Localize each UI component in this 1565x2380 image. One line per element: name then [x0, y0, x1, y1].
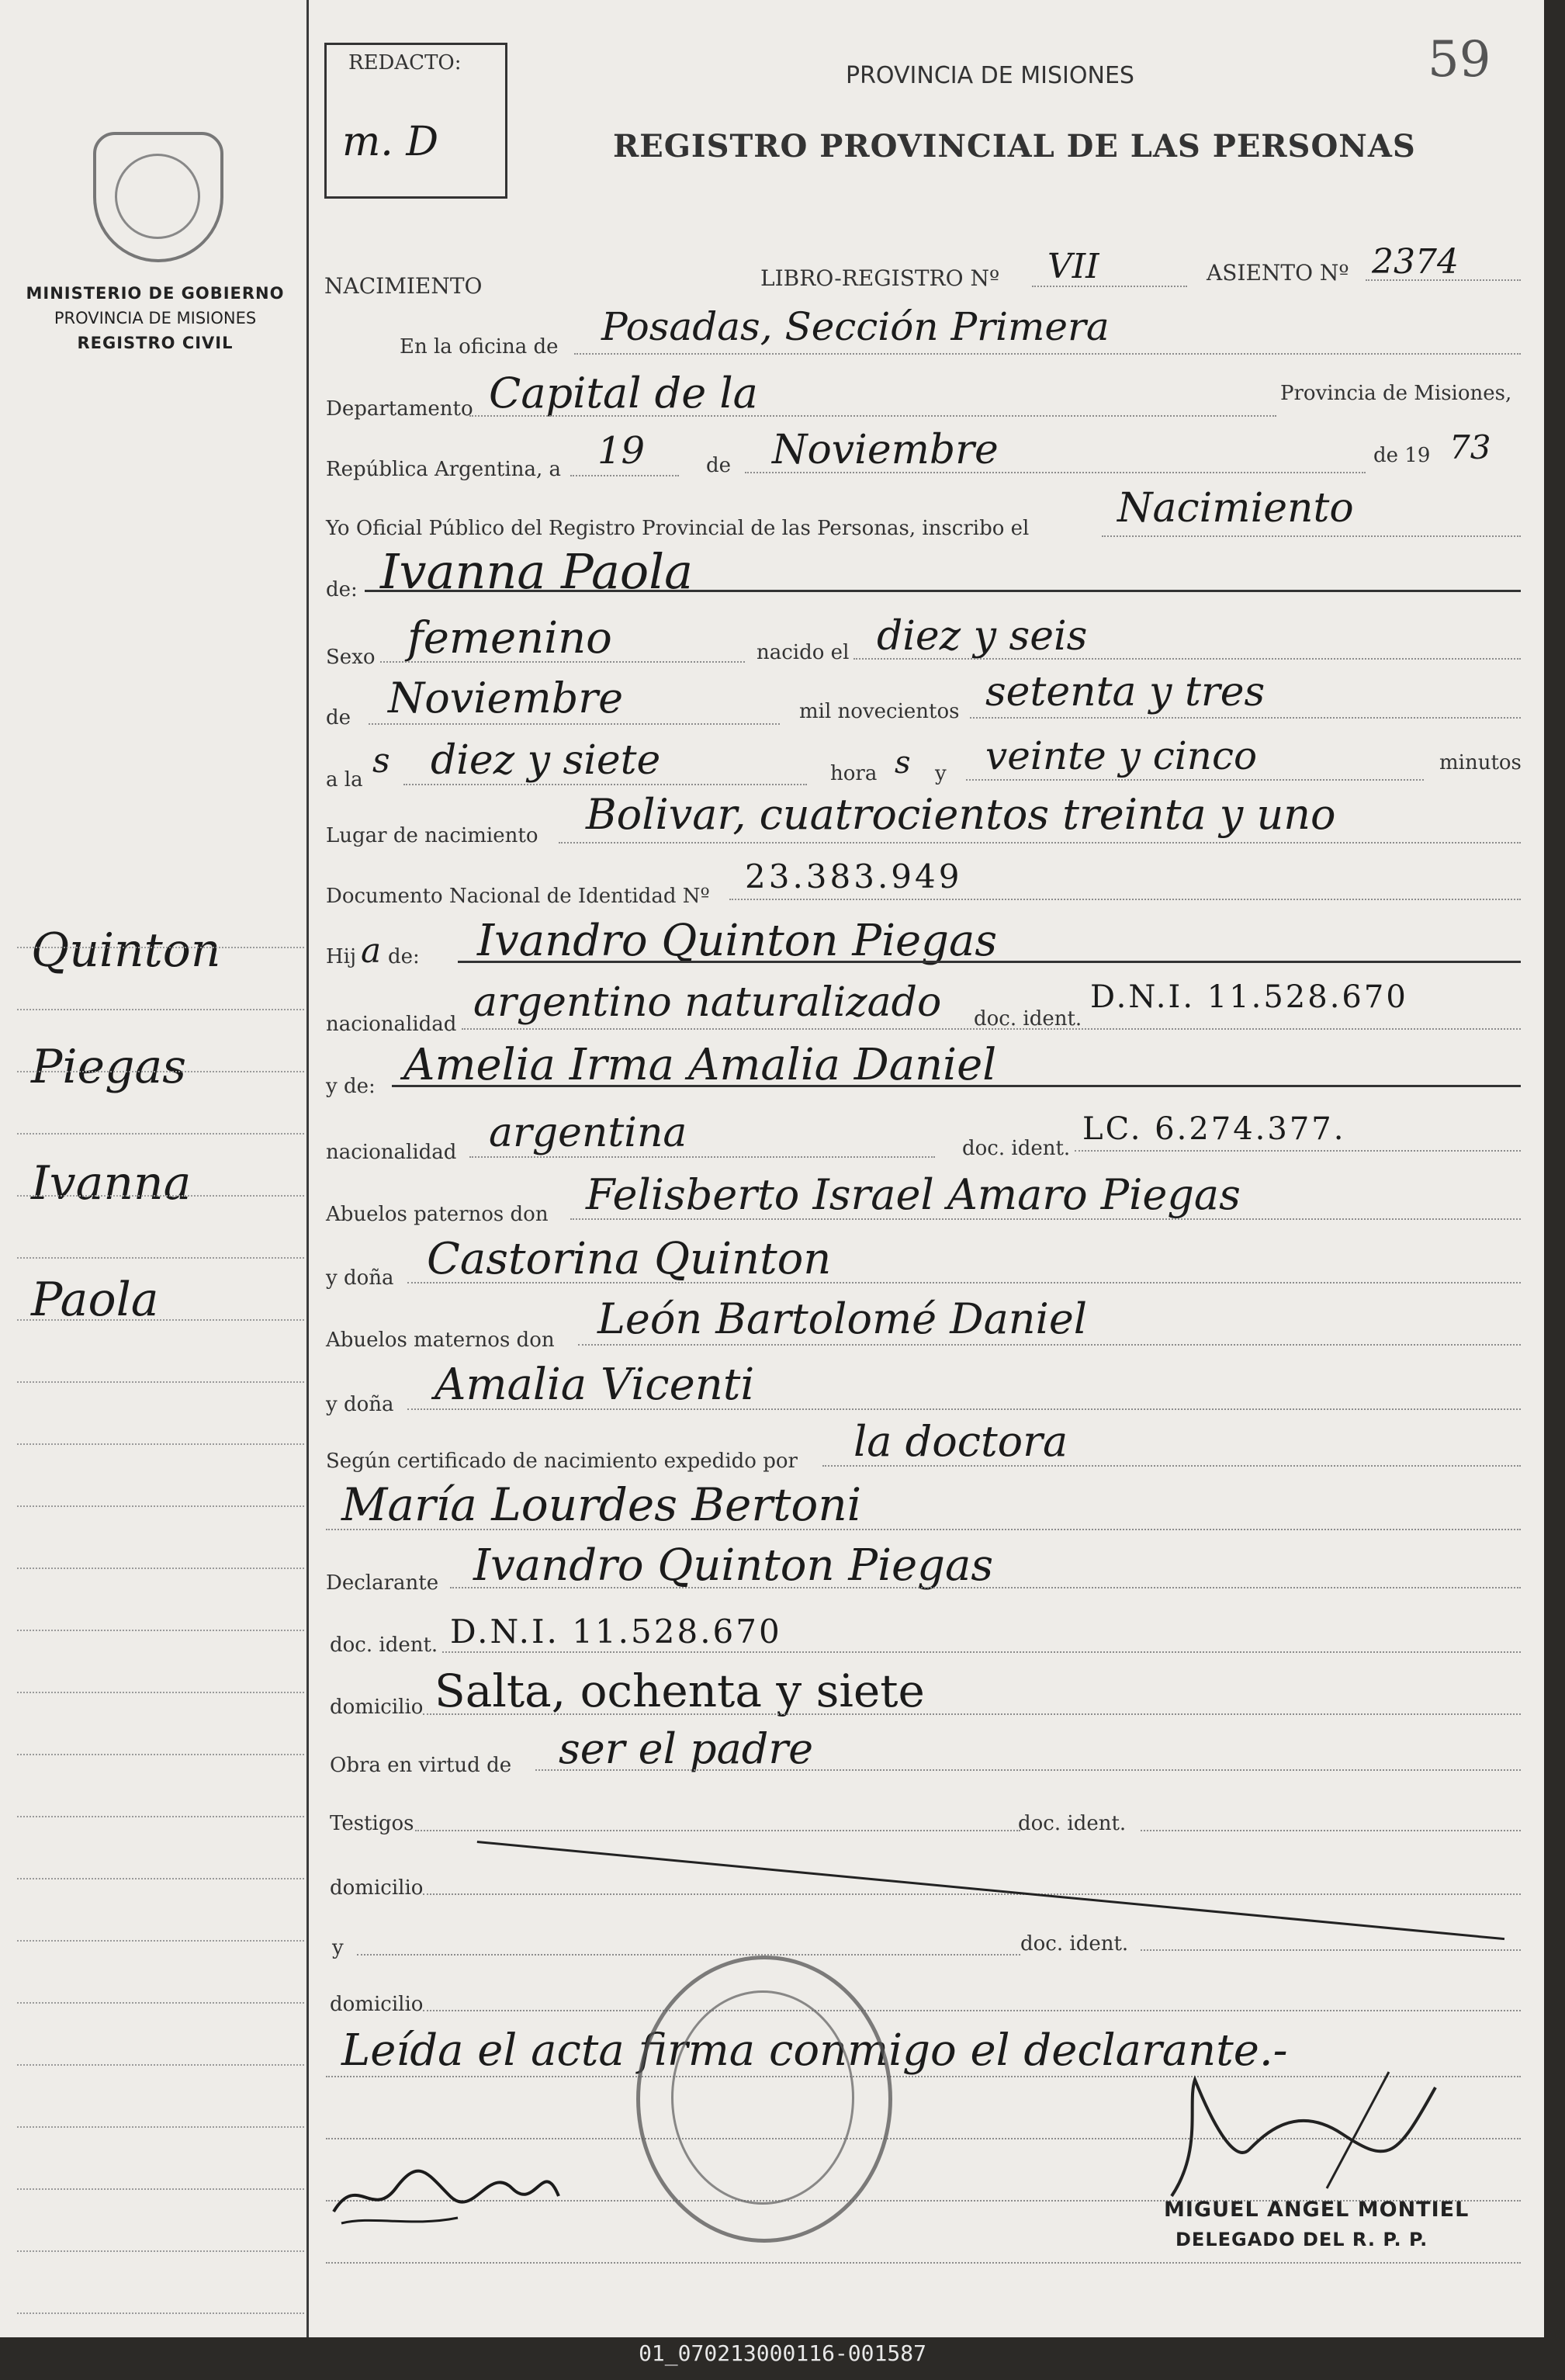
- witness-label: Testigos: [330, 1812, 414, 1835]
- margin-rule: [17, 1754, 304, 1755]
- birthplace-value: Bolivar, cuatrocientos treinta y uno: [586, 790, 1336, 839]
- address-value: Salta, ochenta y siete: [435, 1665, 925, 1717]
- redacto-initials: m. D: [342, 119, 439, 165]
- office-value: Posadas, Sección Primera: [601, 304, 1110, 349]
- witness-addr-label: domicilio: [330, 1876, 424, 1900]
- margin-rule: [17, 1381, 304, 1383]
- witness2-doc-label: doc. ident.: [1020, 1932, 1129, 1956]
- mat-label: Abuelos maternos don: [326, 1329, 555, 1352]
- book-value: VII: [1047, 247, 1099, 286]
- margin-rule: [17, 1319, 304, 1321]
- margin-rule: [17, 1071, 304, 1072]
- mother-nationality: argentina: [489, 1110, 687, 1156]
- province-seal: [93, 132, 223, 262]
- declarant-label: Declarante: [326, 1571, 439, 1595]
- margin-rule: [17, 2250, 304, 2252]
- birthplace-label: Lugar de nacimiento: [326, 824, 538, 847]
- redacto-box: [324, 43, 507, 199]
- declarant-doc-label: doc. ident.: [330, 1633, 438, 1657]
- official-value: Nacimiento: [1117, 485, 1354, 532]
- official-title: DELEGADO DEL R. P. P.: [1175, 2229, 1428, 2250]
- year-value: 73: [1449, 428, 1491, 466]
- of-label: de:: [326, 578, 358, 601]
- folio-number: 59: [1428, 31, 1491, 88]
- margin-rule: [17, 2188, 304, 2190]
- closing-text: Leída el acta firma conmigo el declarante.-: [341, 2025, 1288, 2076]
- margin-note-line: Quinton: [31, 923, 221, 978]
- de2-label: de: [326, 706, 351, 729]
- child-label: Hij: [326, 945, 357, 968]
- born-label: nacido el: [757, 641, 850, 664]
- mat-dona-label: y doña: [326, 1393, 394, 1416]
- child-de-label: de:: [388, 945, 420, 968]
- child-name: Ivanna Paola: [380, 543, 694, 600]
- redacto-label: REDACTO:: [348, 51, 462, 74]
- born-value: diez y seis: [877, 613, 1088, 660]
- witness2-label: y: [332, 1936, 344, 1959]
- at-suffix: s: [372, 741, 390, 781]
- margin-rule: [17, 1009, 304, 1010]
- father-doc-label: doc. ident.: [974, 1007, 1082, 1031]
- ministry-line2: PROVINCIA DE MISIONES: [54, 309, 257, 327]
- margin-rule: [17, 1257, 304, 1259]
- seal-emblem-icon: [115, 154, 200, 239]
- margin-rule: [17, 2312, 304, 2314]
- mother-doc: LC. 6.274.377.: [1082, 1111, 1346, 1147]
- day-value: 19: [597, 429, 646, 473]
- pat-grandfather: Felisberto Israel Amaro Piegas: [586, 1170, 1241, 1219]
- mother-doc-label: doc. ident.: [962, 1137, 1071, 1160]
- declarant-signature: [326, 2142, 582, 2235]
- hours-suffix: s: [895, 745, 911, 781]
- margin-rule: [17, 1630, 304, 1631]
- minutes-label: minutos: [1439, 751, 1522, 774]
- born-month: Noviembre: [388, 674, 624, 722]
- margin-note-line: Piegas: [31, 1040, 187, 1094]
- sex-label: Sexo: [326, 646, 376, 669]
- y-label: y: [935, 762, 947, 785]
- capacity-label: Obra en virtud de: [330, 1754, 512, 1777]
- cert-label: Según certificado de nacimiento expedido por: [326, 1450, 798, 1473]
- margin-note-line: Ivanna: [31, 1156, 192, 1211]
- entry-value: 2374: [1372, 242, 1459, 282]
- margin-annotation: [31, 892, 221, 1358]
- pat-dona-label: y doña: [326, 1266, 394, 1290]
- pat-label: Abuelos paternos don: [326, 1203, 549, 1226]
- declarant-doc: D.N.I. 11.528.670: [450, 1613, 782, 1651]
- mat-grandmother: Amalia Vicenti: [435, 1360, 755, 1410]
- official-name: MIGUEL ANGEL MONTIEL: [1164, 2198, 1470, 2222]
- father-nationality: argentino naturalizado: [473, 979, 942, 1026]
- entry-label: ASIENTO Nº: [1207, 260, 1349, 286]
- office-label: En la oficina de: [400, 335, 559, 359]
- mat-grandfather: León Bartolomé Daniel: [597, 1294, 1088, 1343]
- year-label: de 19: [1373, 444, 1431, 467]
- margin-note-line: Paola: [31, 1273, 159, 1327]
- margin-rule: [17, 947, 304, 948]
- margin-rule: [17, 1568, 304, 1569]
- born-year: setenta y tres: [985, 669, 1266, 715]
- book-label: LIBRO-REGISTRO Nº: [760, 265, 1000, 291]
- margin-rule: [17, 1692, 304, 1693]
- mother-name: Amelia Irma Amalia Daniel: [403, 1040, 997, 1090]
- margin-rule: [17, 1816, 304, 1817]
- cert-value: la doctora: [853, 1417, 1068, 1466]
- margin-rule: [17, 2126, 304, 2128]
- minutes-value: veinte y cinco: [985, 733, 1258, 778]
- declarant-name: Ivandro Quinton Piegas: [473, 1540, 994, 1591]
- witness-doc-label: doc. ident.: [1018, 1812, 1127, 1835]
- ministry-line3: REGISTRO CIVIL: [77, 334, 234, 352]
- scan-id: 01_070213000116-001587: [639, 2340, 926, 2366]
- capacity-value: ser el padre: [559, 1724, 814, 1773]
- at-label: a la: [326, 768, 363, 792]
- margin-rule: [17, 2002, 304, 2004]
- pat-grandmother: Castorina Quinton: [427, 1234, 832, 1284]
- witness-strike-line: [477, 1841, 1504, 1940]
- de-label: de: [706, 454, 732, 477]
- sex-value: femenino: [407, 613, 612, 663]
- mother-label: y de:: [326, 1075, 376, 1098]
- ministry-heading: [16, 281, 295, 355]
- child-suffix: a: [361, 931, 382, 971]
- father-doc: D.N.I. 11.528.670: [1090, 979, 1408, 1015]
- margin-rule: [17, 1133, 304, 1135]
- margin-rule: [17, 1940, 304, 1942]
- hour-value: diez y siete: [431, 737, 661, 784]
- registry-stamp: [636, 1956, 892, 2243]
- ministry-line1: MINISTERIO DE GOBIERNO: [26, 284, 285, 303]
- province-title: PROVINCIA DE MISIONES: [846, 62, 1134, 89]
- margin-rule: [17, 1505, 304, 1507]
- month-value: Noviembre: [772, 427, 999, 473]
- mother-nat-label: nacionalidad: [326, 1141, 457, 1164]
- father-name: Ivandro Quinton Piegas: [477, 916, 998, 966]
- official-label: Yo Oficial Público del Registro Provincial de las Personas, inscribo el: [326, 517, 1030, 540]
- province-suffix: Provincia de Misiones,: [1280, 382, 1512, 405]
- witness2-addr-label: domicilio: [330, 1993, 424, 2016]
- dept-label: Departamento: [326, 397, 473, 421]
- registry-title: REGISTRO PROVINCIAL DE LAS PERSONAS: [613, 128, 1416, 165]
- margin-rule: [17, 1443, 304, 1445]
- margin-rule: [17, 1878, 304, 1879]
- century-label: mil novecientos: [799, 700, 960, 723]
- doctor-name: María Lourdes Bertoni: [341, 1478, 862, 1531]
- republic-label: República Argentina, a: [326, 458, 561, 481]
- stamp-emblem-icon: [671, 1990, 854, 2205]
- hours-label: hora: [830, 762, 878, 785]
- father-nat-label: nacionalidad: [326, 1013, 457, 1036]
- dni-label: Documento Nacional de Identidad Nº: [326, 885, 710, 908]
- margin-rule: [17, 2064, 304, 2066]
- margin-column: [0, 0, 309, 2337]
- address-label: domicilio: [330, 1696, 424, 1719]
- official-signature: [1141, 2056, 1466, 2212]
- margin-rule: [17, 1195, 304, 1197]
- dept-value: Capital de la: [489, 369, 758, 417]
- dni-value: 23.383.949: [745, 857, 963, 896]
- act-type: NACIMIENTO: [324, 273, 483, 299]
